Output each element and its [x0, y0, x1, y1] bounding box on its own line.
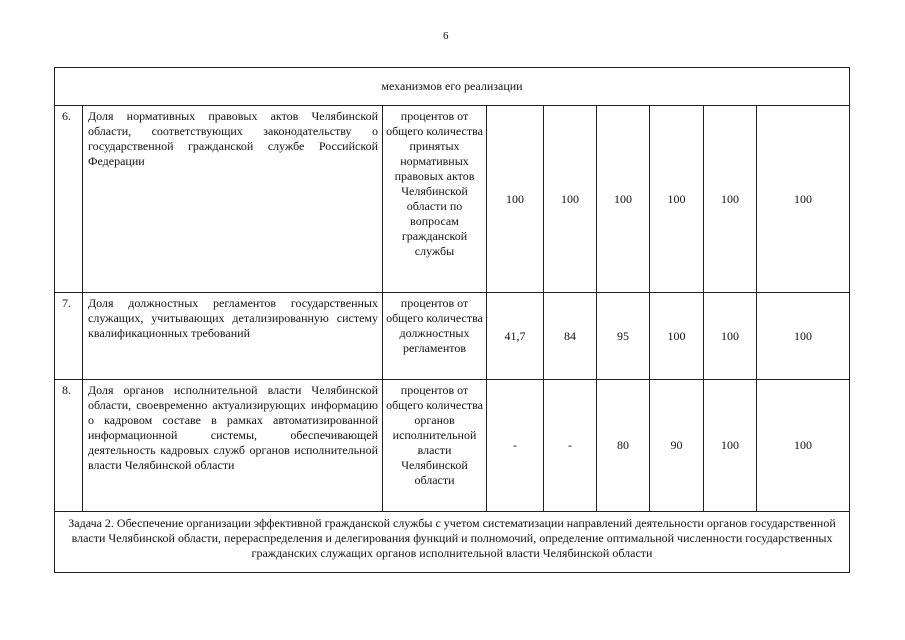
row-value: 100 — [704, 380, 757, 512]
task-row — [55, 512, 850, 573]
table-row — [55, 106, 850, 293]
row-value: 80 — [597, 380, 650, 512]
row-value: 90 — [650, 380, 704, 512]
row-unit: процентов от общего количества должностных регламентов — [383, 293, 487, 380]
row-value: 100 — [704, 293, 757, 380]
row-value: 100 — [597, 106, 650, 293]
table-row — [55, 293, 850, 380]
row-value: 100 — [757, 106, 850, 293]
row-value: 100 — [544, 106, 597, 293]
row-unit: процентов от общего количества принятых нормативных правовых актов Челябинской области по вопросам гражданской службы — [383, 106, 487, 293]
indicators-table — [54, 67, 850, 573]
row-value: 95 — [597, 293, 650, 380]
row-value: 100 — [650, 293, 704, 380]
row-value: 41,7 — [487, 293, 544, 380]
row-value: 100 — [487, 106, 544, 293]
page-number: 6 — [443, 30, 449, 42]
row-value: - — [544, 380, 597, 512]
row-description: Доля нормативных правовых актов Челябинской области, соответствующих законодательству о государственной гражданской службе Российской Федерации — [83, 106, 383, 293]
row-value: 100 — [757, 293, 850, 380]
row-number: 7. — [55, 293, 83, 380]
row-value: 100 — [650, 106, 704, 293]
task-heading: Задача 2. Обеспечение организации эффективной гражданской службы с учетом систематизации направлений деятельности органов государственной власти Челябинской области, перераспределения и делегирования функций и полномочий, определение оптимальной численности государственных гражданских служащих органов исполнительной власти Челябинской области — [55, 512, 850, 573]
table-row — [55, 380, 850, 512]
header-band: механизмов его реализации — [55, 68, 850, 106]
row-value: 84 — [544, 293, 597, 380]
row-description: Доля должностных регламентов государственных служащих, учитывающих детализированную систему квалификационных требований — [83, 293, 383, 380]
row-description: Доля органов исполнительной власти Челябинской области, своевременно актуализирующих информацию о кадровом составе в рамках автоматизированной информационной системы, обеспечивающей деятельность кадровых служб органов исполнительной власти Челябинской области — [83, 380, 383, 512]
row-value: 100 — [704, 106, 757, 293]
row-value: 100 — [757, 380, 850, 512]
row-unit: процентов от общего количества органов исполнительной власти Челябинской области — [383, 380, 487, 512]
header-band-row — [55, 68, 850, 106]
row-number: 8. — [55, 380, 83, 512]
row-value: - — [487, 380, 544, 512]
row-number: 6. — [55, 106, 83, 293]
